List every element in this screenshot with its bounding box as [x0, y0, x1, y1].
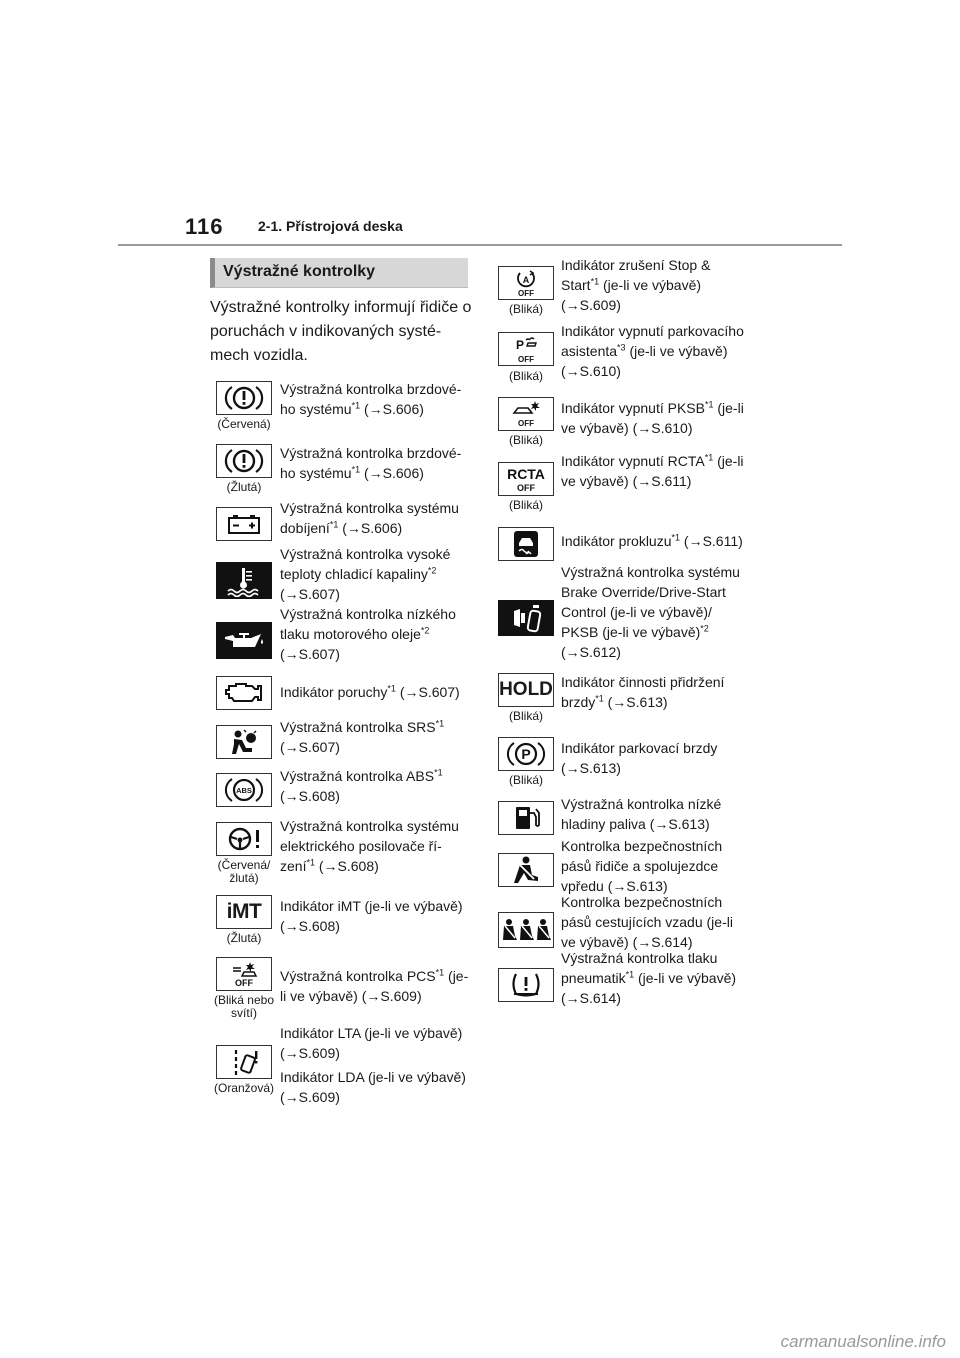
- icon-caption: (Červená): [217, 417, 271, 431]
- seatbelt-rear-icon: [498, 912, 554, 948]
- abs-icon: [216, 773, 272, 807]
- brake-warning-icon: [216, 444, 272, 478]
- list-item: Indikátor vypnutí parkovacího asistenta$^{*3}$ (je-li ve výbavě) (→S.610): [561, 323, 744, 379]
- icon-caption: (Bliká): [508, 369, 543, 383]
- icon-caption: (Bliká): [508, 709, 543, 723]
- coolant-temperature-icon: [216, 562, 272, 599]
- list-item: Výstražná kontrolka tlaku pneumatik$^{*1}$ (je-li ve výbavě) (→S.614): [561, 950, 737, 1006]
- check-engine-icon: [216, 676, 272, 710]
- list-item: Výstražná kontrolka PCS$^{*1}$ (je-li ve výbavě) (→S.609): [280, 967, 469, 1004]
- svg-text:OFF: OFF: [518, 419, 534, 428]
- rcta-off-icon: [498, 462, 554, 496]
- list-item: Výstražná kontrolka brzdové-ho systému$^{*1}$ (→S.606): [280, 381, 462, 417]
- page-number: 116: [185, 214, 224, 239]
- pksb-off-icon: [498, 397, 554, 431]
- list-item: Indikátor iMT (je-li ve výbavě) (→S.608): [280, 898, 463, 934]
- svg-text:OFF: OFF: [518, 289, 534, 298]
- list-item: Výstražná kontrolka systému elektrického posilovače ří-zení$^{*1}$ (→S.608): [280, 818, 459, 874]
- slip-indicator-icon: [498, 527, 554, 561]
- icon-caption: (Bliká nebo svítí): [213, 993, 275, 1020]
- list-item: Výstražná kontrolka brzdové-ho systému$^{*1}$ (→S.606): [280, 445, 462, 481]
- brake-warning-icon: [216, 381, 272, 415]
- svg-text:ABS: ABS: [236, 786, 252, 795]
- list-item: Indikátor parkovací brzdy (→S.613): [561, 740, 718, 776]
- icon-caption: (Bliká): [508, 433, 543, 447]
- list-item: Výstražná kontrolka vysoké teploty chladicí kapaliny$^{*2}$ (→S.607): [280, 546, 451, 602]
- icon-caption: (Červená/ žlutá): [217, 858, 271, 885]
- list-item: Indikátor činnosti přidržení brzdy$^{*1}$ (→S.613): [561, 674, 725, 710]
- hold-icon: HOLD: [498, 673, 554, 707]
- srs-airbag-icon: [216, 725, 272, 759]
- parking-brake-icon: [498, 737, 554, 771]
- pcs-off-icon: [216, 957, 272, 991]
- parking-assist-off-icon: [498, 332, 554, 366]
- list-item: Výstražná kontrolka nízkého tlaku motorového oleje$^{*2}$ (→S.607): [280, 606, 456, 662]
- list-item: Kontrolka bezpečnostních pásů řidiče a spolujezdce vpředu (→S.613): [561, 838, 723, 894]
- lane-departure-icon: [216, 1045, 272, 1079]
- list-item: Výstražná kontrolka ABS$^{*1}$ (→S.608): [280, 767, 443, 804]
- svg-text:P: P: [521, 746, 531, 762]
- list-item: Indikátor poruchy$^{*1}$ (→S.607): [280, 683, 460, 700]
- icon-caption: (Bliká): [508, 498, 543, 512]
- seatbelt-front-icon: [498, 853, 554, 887]
- list-item: Výstražná kontrolka systému Brake Override/Drive-Start Control (je-li ve výbavě)/ PKSB (je-li ve výbavě)$^{*2}$ (→S.612): [561, 564, 740, 660]
- chapter-title: 2-1. Přístrojová deska: [258, 218, 403, 234]
- svg-text:OFF: OFF: [235, 978, 253, 988]
- steering-warning-icon: [216, 822, 272, 856]
- low-fuel-icon: [498, 801, 554, 835]
- tire-pressure-icon: [498, 968, 554, 1002]
- list-item: Indikátor LTA (je-li ve výbavě) (→S.609) Indikátor LDA (je-li ve výbavě) (→S.609): [280, 1025, 466, 1105]
- header-divider: [118, 244, 842, 246]
- svg-text:A: A: [522, 275, 530, 285]
- svg-text:OFF: OFF: [518, 355, 534, 364]
- stop-start-off-icon: [498, 266, 554, 300]
- icon-caption: (Žlutá): [226, 931, 262, 945]
- icon-caption: (Žlutá): [226, 480, 262, 494]
- section-intro: Výstražné kontrolky informují řidiče o poruchách v indikovaných systé-mech vozidla.: [210, 299, 472, 364]
- list-item: Indikátor prokluzu$^{*1}$ (→S.611): [561, 532, 743, 549]
- list-item: Indikátor vypnutí RCTA$^{*1}$ (je-li ve výbavě) (→S.611): [561, 452, 744, 489]
- oil-pressure-icon: [216, 622, 272, 659]
- list-item: Výstražná kontrolka nízké hladiny paliva (→S.613): [561, 796, 722, 832]
- section-title: Výstražné kontrolky: [210, 258, 468, 288]
- battery-icon: [216, 507, 272, 541]
- list-item: Indikátor vypnutí PKSB$^{*1}$ (je-li ve výbavě) (→S.610): [561, 399, 744, 436]
- svg-text:OFF: OFF: [517, 483, 535, 493]
- watermark: carmanualsonline.info: [780, 1332, 946, 1351]
- icon-caption: (Oranžová): [213, 1081, 275, 1095]
- brake-override-icon: [498, 600, 554, 636]
- svg-text:RCTA: RCTA: [507, 466, 545, 482]
- imt-icon: iMT: [216, 895, 272, 929]
- icon-caption: (Bliká): [508, 773, 543, 787]
- list-item: Výstražná kontrolka SRS$^{*1}$ (→S.607): [280, 718, 445, 755]
- icon-caption: (Bliká): [508, 302, 543, 316]
- svg-text:P: P: [515, 338, 525, 352]
- list-item: Indikátor zrušení Stop & Start$^{*1}$ (je-li ve výbavě) (→S.609): [561, 257, 711, 313]
- list-item: Výstražná kontrolka systému dobíjení$^{*1}$ (→S.606): [280, 500, 459, 536]
- list-item: Kontrolka bezpečnostních pásů cestujících vzadu (je-li ve výbavě) (→S.614): [561, 894, 733, 950]
